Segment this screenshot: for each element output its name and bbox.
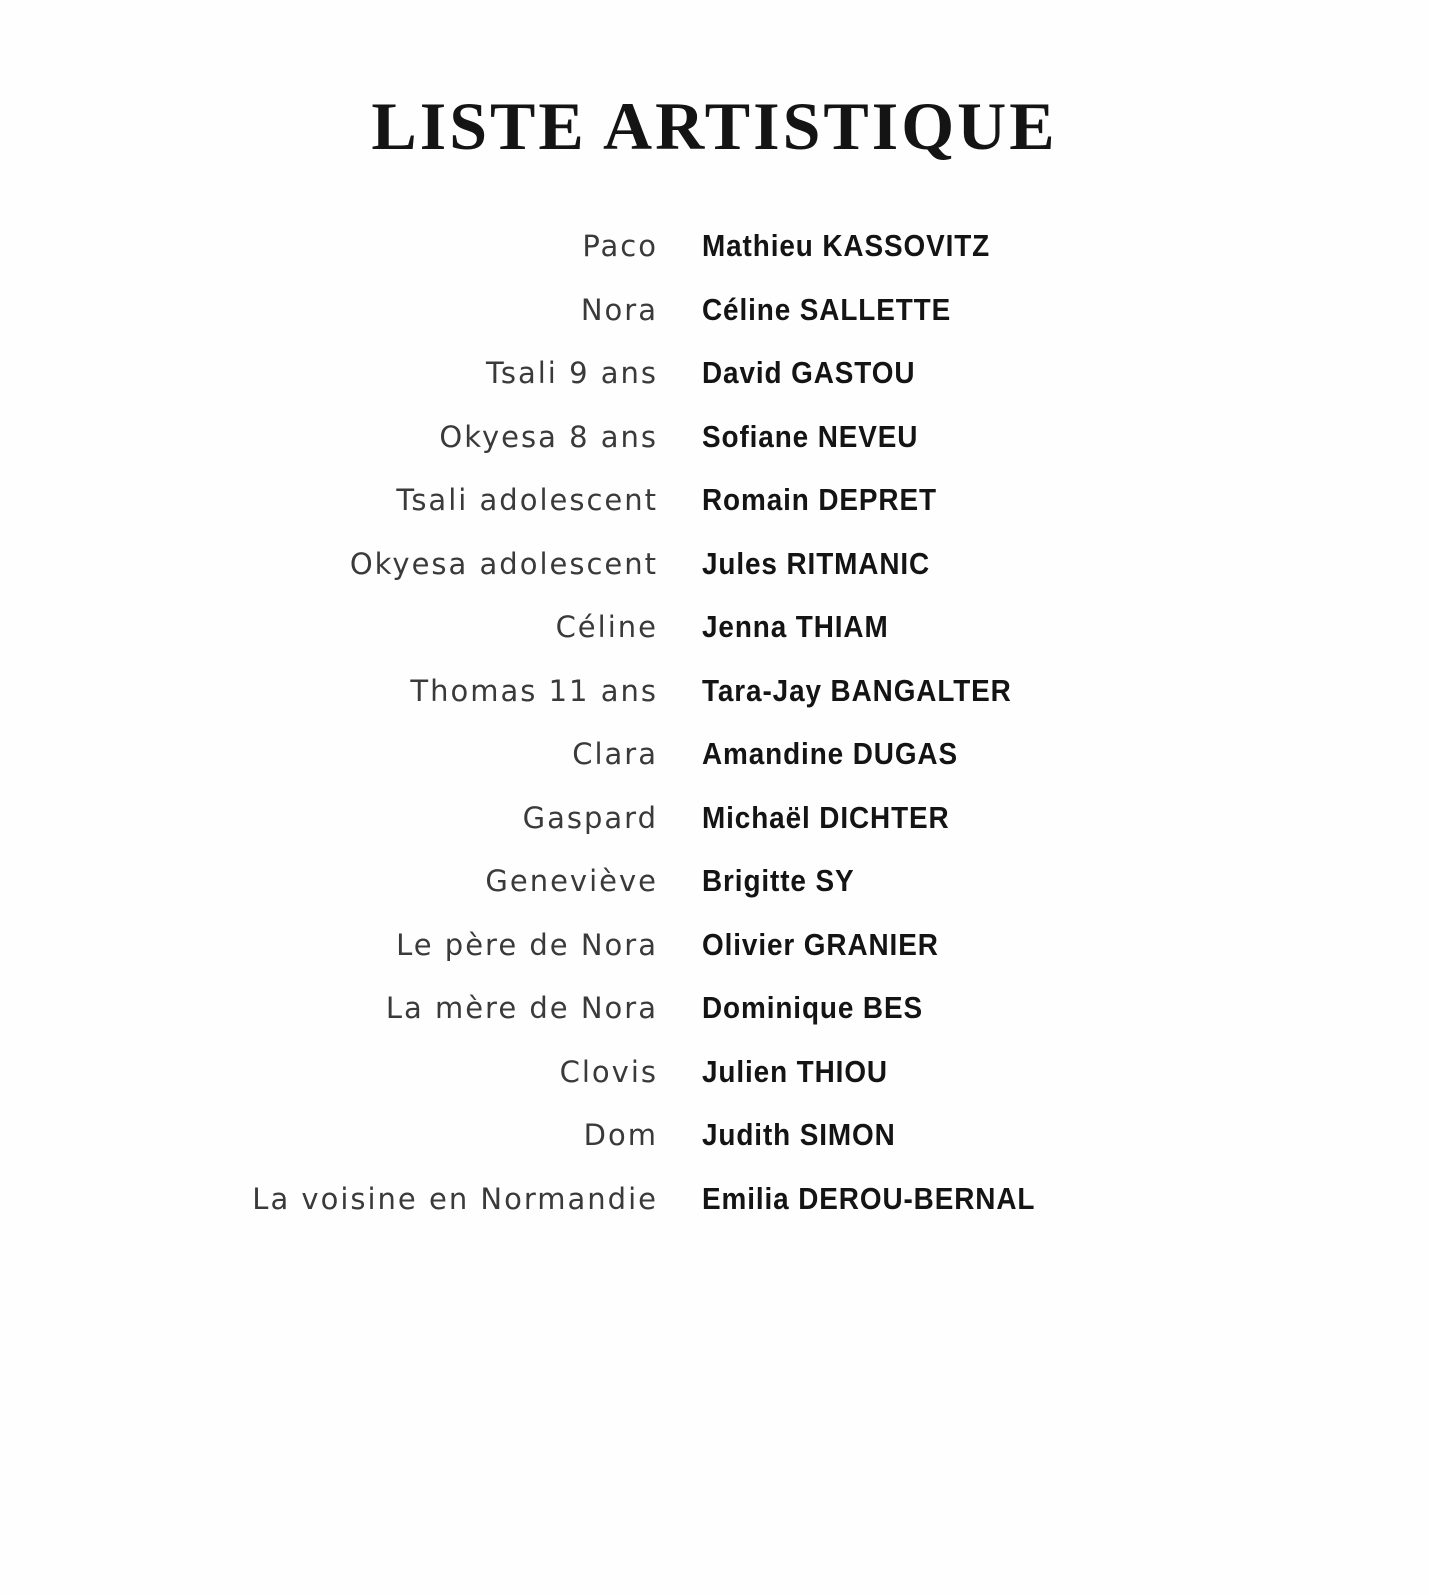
actor-name: Amandine DUGAS [702,736,958,771]
role-name: Gaspard [522,800,658,835]
cast-row [0,1179,1429,1243]
role-name: Okyesa 8 ans [439,419,658,454]
cast-row [0,480,1429,544]
cast-row [0,861,1429,925]
page-title: LISTE ARTISTIQUE [371,88,1058,164]
cast-list [0,226,1429,1242]
role-name: Tsali 9 ans [485,356,658,390]
role-name: Clovis [559,1054,658,1089]
cast-row [0,734,1429,798]
role-name: Le père de Nora [396,927,658,962]
role-name: Céline [555,610,658,644]
role-name: Clara [572,737,658,771]
actor-name: Brigitte SY [702,863,855,898]
actor-name: Sofiane NEVEU [702,418,919,454]
cast-row [0,607,1429,671]
actor-name: Emilia DEROU-BERNAL [702,1180,1036,1216]
cast-row [0,988,1429,1052]
role-name: La voisine en Normandie [252,1181,658,1216]
role-name: La mère de Nora [385,991,658,1025]
actor-name: Jules RITMANIC [702,545,931,581]
role-name: Dom [583,1118,658,1152]
actor-name: Céline SALLETTE [702,291,952,327]
actor-name: Michaël DICHTER [702,799,950,835]
actor-name: Dominique BES [702,990,923,1025]
actor-name: David GASTOU [702,355,916,390]
cast-row [0,925,1429,989]
role-name: Nora [580,292,658,327]
cast-row [0,417,1429,481]
cast-row [0,290,1429,354]
actor-name: Mathieu KASSOVITZ [702,228,991,263]
actor-name: Judith SIMON [702,1117,896,1152]
role-name: Okyesa adolescent [349,546,658,581]
cast-row [0,353,1429,417]
role-name: Thomas 11 ans [410,673,658,708]
actor-name: Jenna THIAM [702,609,889,644]
actor-name: Tara-Jay BANGALTER [702,672,1012,708]
cast-row [0,671,1429,735]
cast-row [0,544,1429,608]
actor-name: Olivier GRANIER [702,926,939,962]
actor-name: Romain DEPRET [702,482,937,517]
role-name: Tsali adolescent [396,483,658,517]
cast-row [0,798,1429,862]
cast-row [0,1052,1429,1116]
cast-row [0,1115,1429,1179]
role-name: Paco [582,229,658,263]
role-name: Geneviève [485,864,658,898]
cast-row [0,226,1429,290]
actor-name: Julien THIOU [702,1053,888,1089]
